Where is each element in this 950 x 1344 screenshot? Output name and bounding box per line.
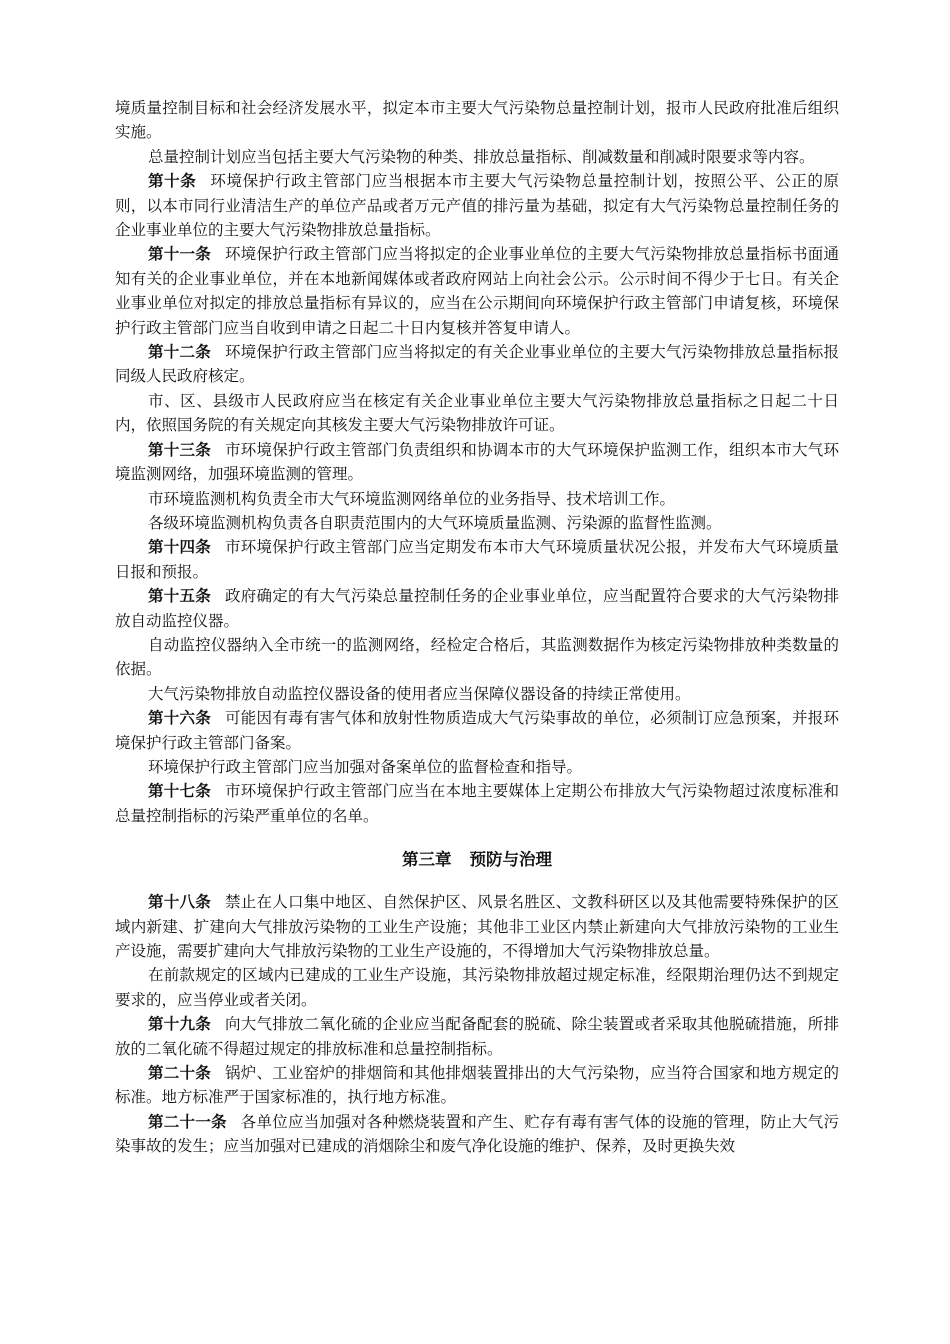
paragraph [115, 633, 839, 682]
article-number: 第十五条 [148, 586, 211, 606]
article-paragraph [115, 535, 839, 584]
article-paragraph [115, 438, 839, 487]
paragraph-text: 自动监控仪器纳入全市统一的监测网络，经检定合格后，其监测数据作为核定污染物排放种类数量的依据。 [115, 635, 839, 679]
paragraph-text: 市环境监测机构负责全市大气环境监测网络单位的业务指导、技术培训工作。 [148, 489, 676, 508]
paragraph-text: 环境保护行政主管部门应当将拟定的企业事业单位的主要大气污染物排放总量指标书面通知有关的企业事业单位，并在本地新闻媒体或者政府网站上向社会公示。公示时间不得少于七日。有关企业事业单位对拟定的排放总量指标有异议的，应当在公示期间向环境保护行政主管部门申请复核，环境保护行政主管部门应当自收到申请之日起二十日内复核并答复申请人。 [115, 245, 839, 337]
paragraph [115, 145, 839, 169]
paragraph-text: 市环境保护行政主管部门应当定期发布本市大气环境质量状况公报，并发布大气环境质量日报和预报。 [115, 538, 839, 581]
article-paragraph [115, 1110, 839, 1159]
article-number: 第二十条 [148, 1063, 211, 1083]
paragraph-text: 锅炉、工业窑炉的排烟筒和其他排烟装置排出的大气污染物，应当符合国家和地方规定的标准。地方标准严于国家标准的，执行地方标准。 [115, 1064, 839, 1107]
chapter-heading [115, 848, 839, 872]
article-number: 第十七条 [148, 781, 211, 801]
chapter-number: 第三章 [402, 850, 452, 870]
paragraph [115, 755, 839, 779]
paragraph [115, 511, 839, 535]
paragraph [115, 96, 839, 145]
article-number: 第二十一条 [148, 1111, 227, 1131]
article-number: 第十条 [148, 171, 197, 191]
article-number: 第十六条 [148, 708, 211, 728]
document-body [115, 96, 839, 1159]
paragraph-text: 市环境保护行政主管部门应当在本地主要媒体上定期公布排放大气污染物超过浓度标准和总量控制指标的污染严重单位的名单。 [115, 782, 839, 825]
paragraph-text: 在前款规定的区域内已建成的工业生产设施，其污染物排放超过规定标准，经限期治理仍达不到规定要求的，应当停业或者关闭。 [115, 966, 839, 1009]
paragraph-text: 政府确定的有大气污染总量控制任务的企业事业单位，应当配置符合要求的大气污染物排放自动监控仪器。 [115, 587, 839, 630]
paragraph-text: 市环境保护行政主管部门负责组织和协调本市的大气环境保护监测工作，组织本市大气环境监测网络，加强环境监测的管理。 [115, 440, 839, 484]
article-paragraph [115, 169, 839, 242]
paragraph-text: 环境保护行政主管部门应当加强对备案单位的监督检查和指导。 [148, 757, 583, 776]
paragraph-text: 市、区、县级市人民政府应当在核定有关企业事业单位主要大气污染物排放总量指标之日起二十日内，依照国务院的有关规定向其核发主要大气污染物排放许可证。 [115, 391, 839, 435]
paragraph-text: 环境保护行政主管部门应当根据本市主要大气污染物总量控制计划，按照公平、公正的原则，以本市同行业清洁生产的单位产品或者万元产值的排污量为基础，拟定有大气污染物总量控制任务的企业事业单位的主要大气污染物排放总量指标。 [115, 172, 839, 240]
paragraph-text: 大气污染物排放自动监控仪器设备的使用者应当保障仪器设备的持续正常使用。 [148, 684, 691, 703]
paragraph-text: 总量控制计划应当包括主要大气污染物的种类、排放总量指标、削减数量和削减时限要求等内容。 [148, 147, 815, 166]
article-paragraph [115, 706, 839, 755]
paragraph-text: 各级环境监测机构负责各自职责范围内的大气环境质量监测、污染源的监督性监测。 [148, 513, 722, 532]
article-number: 第十二条 [148, 342, 211, 362]
paragraph [115, 963, 839, 1012]
paragraph [115, 682, 839, 706]
paragraph-text: 各单位应当加强对各种燃烧装置和产生、贮存有毒有害气体的设施的管理，防止大气污染事故的发生；应当加强对已建成的消烟除尘和废气净化设施的维护、保养，及时更换失效 [115, 1112, 839, 1156]
article-number: 第十一条 [148, 244, 211, 264]
article-number: 第十九条 [148, 1014, 211, 1034]
article-paragraph [115, 340, 839, 389]
paragraph-text: 境质量控制目标和社会经济发展水平，拟定本市主要大气污染物总量控制计划，报市人民政府批准后组织实施。 [115, 99, 839, 142]
paragraph-text: 可能因有毒有害气体和放射性物质造成大气污染事故的单位，必须制订应急预案，并报环境保护行政主管部门备案。 [115, 709, 839, 752]
article-paragraph [115, 1012, 839, 1061]
paragraph-text: 禁止在人口集中地区、自然保护区、风景名胜区、文教科研区以及其他需要特殊保护的区域内新建、扩建向大气排放污染物的工业生产设施；其他非工业区内禁止新建向大气排放污染物的工业生产设施，需要扩建向大气排放污染物的工业生产设施的，不得增加大气污染物排放总量。 [115, 893, 839, 960]
paragraph [115, 487, 839, 511]
paragraph [115, 389, 839, 438]
article-paragraph [115, 1061, 839, 1110]
paragraph-text: 向大气排放二氧化硫的企业应当配备配套的脱硫、除尘装置或者采取其他脱硫措施，所排放的二氧化硫不得超过规定的排放标准和总量控制指标。 [115, 1015, 839, 1058]
article-paragraph [115, 584, 839, 633]
article-paragraph [115, 779, 839, 828]
chapter-title: 预防与治理 [469, 850, 552, 870]
paragraph-text: 环境保护行政主管部门应当将拟定的有关企业事业单位的主要大气污染物排放总量指标报同级人民政府核定。 [115, 343, 839, 386]
article-number: 第十三条 [148, 439, 211, 459]
article-paragraph [115, 242, 839, 340]
article-number: 第十四条 [148, 537, 211, 557]
article-number: 第十八条 [148, 892, 211, 912]
article-paragraph [115, 890, 839, 963]
